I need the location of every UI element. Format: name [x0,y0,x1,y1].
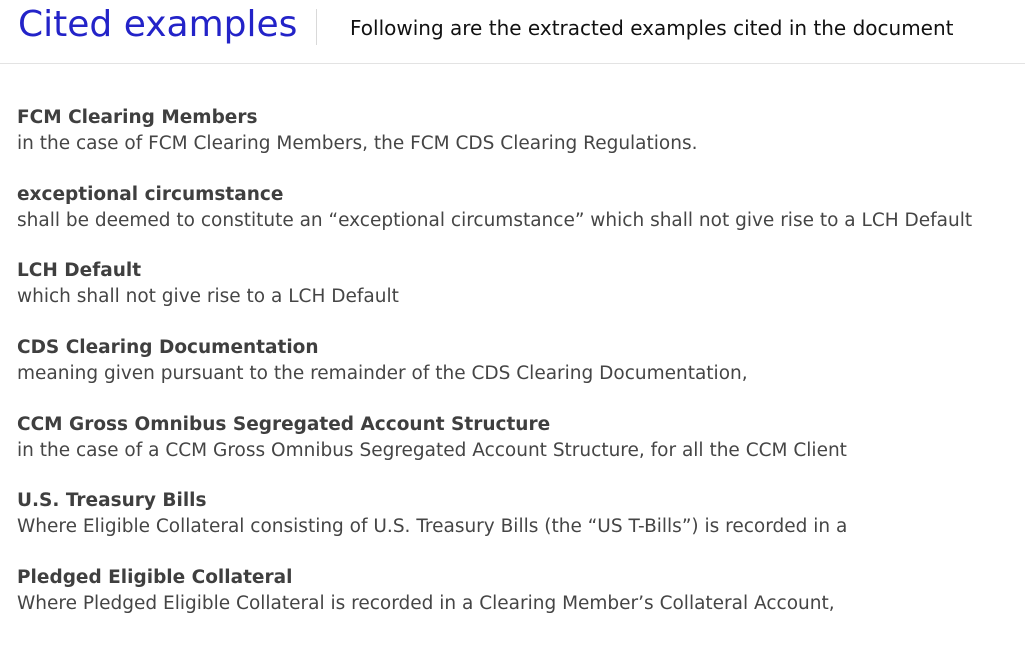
example-text: in the case of FCM Clearing Members, the FCM CDS Clearing Regulations. [17,133,698,154]
list-item [17,106,1017,183]
example-term: CCM Gross Omnibus Segregated Account Structure [17,413,551,435]
page-title: Cited examples [18,4,298,45]
example-term: U.S. Treasury Bills [17,490,207,512]
list-item [17,489,1017,566]
list-item [17,183,1017,260]
list-item [17,336,1017,413]
page-subtitle: Following are the extracted examples cited in the document [350,16,954,40]
list-item [17,566,1017,643]
example-term: FCM Clearing Members [17,107,258,128]
header-divider [316,9,317,45]
example-term: LCH Default [17,260,142,282]
example-text: shall be deemed to constitute an “exceptional circumstance” which shall not give rise to a LCH Default [17,209,973,231]
example-term: Pledged Eligible Collateral [17,567,293,589]
example-term: CDS Clearing Documentation [17,337,319,359]
example-text: meaning given pursuant to the remainder of the CDS Clearing Documentation, [17,363,748,385]
example-text: in the case of a CCM Gross Omnibus Segregated Account Structure, for all the CCM Client [17,439,847,461]
example-text: which shall not give rise to a LCH Default [17,286,399,308]
page-header [0,0,1025,64]
list-item [17,259,1017,336]
list-item [17,413,1017,490]
example-text: Where Eligible Collateral consisting of U.S. Treasury Bills (the “US T-Bills”) is recorded in a [17,516,848,538]
examples-list [17,106,1017,643]
example-term: exceptional circumstance [17,183,284,205]
example-text: Where Pledged Eligible Collateral is recorded in a Clearing Member’s Collateral Account, [17,593,835,615]
